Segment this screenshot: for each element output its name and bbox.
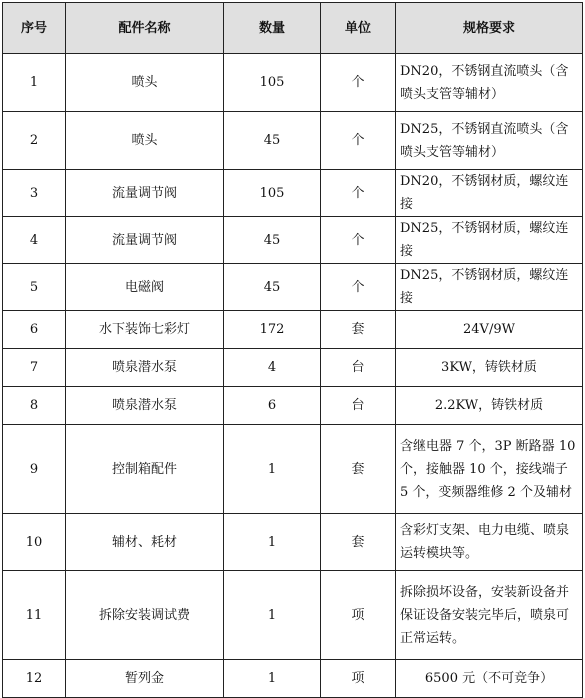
table-row — [3, 425, 583, 514]
table-row — [3, 112, 583, 170]
parts-table — [2, 2, 583, 698]
cell-spec: DN25，不锈钢直流喷头（含喷头支管等辅材） — [396, 112, 583, 170]
cell-no: 6 — [3, 311, 66, 349]
table-row — [3, 217, 583, 264]
cell-no: 7 — [3, 349, 66, 387]
cell-no: 11 — [3, 571, 66, 660]
cell-spec: 拆除损坏设备，安装新设备并保证设备安装完毕后，喷泉可正常运转。 — [396, 571, 583, 660]
header-name: 配件名称 — [66, 3, 224, 54]
cell-qty: 172 — [224, 311, 321, 349]
table-row — [3, 264, 583, 311]
cell-name: 喷泉潜水泵 — [66, 349, 224, 387]
cell-qty: 105 — [224, 54, 321, 112]
cell-qty: 45 — [224, 264, 321, 311]
cell-qty: 45 — [224, 217, 321, 264]
cell-spec: 6500 元（不可竞争） — [396, 660, 583, 698]
cell-unit: 个 — [321, 264, 396, 311]
cell-spec: 含继电器 7 个，3P 断路器 10 个，接触器 10 个，接线端子 5 个，变频器维修 2 个及辅材 — [396, 425, 583, 514]
cell-no: 5 — [3, 264, 66, 311]
cell-no: 3 — [3, 170, 66, 217]
table-row — [3, 387, 583, 425]
cell-name: 控制箱配件 — [66, 425, 224, 514]
table-row — [3, 514, 583, 571]
cell-name: 流量调节阀 — [66, 170, 224, 217]
header-unit: 单位 — [321, 3, 396, 54]
cell-unit: 个 — [321, 54, 396, 112]
table-row — [3, 660, 583, 698]
table-row — [3, 571, 583, 660]
cell-qty: 1 — [224, 660, 321, 698]
cell-unit: 套 — [321, 514, 396, 571]
header-qty: 数量 — [224, 3, 321, 54]
cell-spec: DN20，不锈钢材质，螺纹连接 — [396, 170, 583, 217]
cell-no: 1 — [3, 54, 66, 112]
cell-spec: 24V/9W — [396, 311, 583, 349]
table-row — [3, 311, 583, 349]
cell-name: 流量调节阀 — [66, 217, 224, 264]
cell-no: 2 — [3, 112, 66, 170]
cell-unit: 套 — [321, 425, 396, 514]
cell-unit: 个 — [321, 112, 396, 170]
cell-name: 水下装饰七彩灯 — [66, 311, 224, 349]
header-row — [3, 3, 583, 54]
cell-no: 12 — [3, 660, 66, 698]
cell-spec: DN25，不锈钢材质，螺纹连接 — [396, 217, 583, 264]
cell-spec: DN25，不锈钢材质，螺纹连接 — [396, 264, 583, 311]
header-spec: 规格要求 — [396, 3, 583, 54]
cell-unit: 个 — [321, 217, 396, 264]
cell-name: 喷头 — [66, 54, 224, 112]
cell-spec: DN20，不锈钢直流喷头（含喷头支管等辅材） — [396, 54, 583, 112]
cell-name: 拆除安装调试费 — [66, 571, 224, 660]
cell-qty: 105 — [224, 170, 321, 217]
cell-qty: 6 — [224, 387, 321, 425]
cell-unit: 台 — [321, 387, 396, 425]
cell-qty: 4 — [224, 349, 321, 387]
cell-unit: 项 — [321, 660, 396, 698]
cell-name: 喷头 — [66, 112, 224, 170]
cell-qty: 1 — [224, 514, 321, 571]
cell-unit: 套 — [321, 311, 396, 349]
cell-no: 10 — [3, 514, 66, 571]
cell-unit: 项 — [321, 571, 396, 660]
cell-name: 辅材、耗材 — [66, 514, 224, 571]
table-row — [3, 349, 583, 387]
cell-spec: 3KW，铸铁材质 — [396, 349, 583, 387]
cell-qty: 45 — [224, 112, 321, 170]
cell-spec: 2.2KW，铸铁材质 — [396, 387, 583, 425]
cell-unit: 个 — [321, 170, 396, 217]
cell-name: 暂列金 — [66, 660, 224, 698]
table-row — [3, 170, 583, 217]
cell-qty: 1 — [224, 425, 321, 514]
cell-no: 9 — [3, 425, 66, 514]
cell-spec: 含彩灯支架、电力电缆、喷泉运转模块等。 — [396, 514, 583, 571]
cell-unit: 台 — [321, 349, 396, 387]
header-no: 序号 — [3, 3, 66, 54]
cell-name: 电磁阀 — [66, 264, 224, 311]
cell-qty: 1 — [224, 571, 321, 660]
cell-no: 4 — [3, 217, 66, 264]
cell-name: 喷泉潜水泵 — [66, 387, 224, 425]
table-row — [3, 54, 583, 112]
cell-no: 8 — [3, 387, 66, 425]
